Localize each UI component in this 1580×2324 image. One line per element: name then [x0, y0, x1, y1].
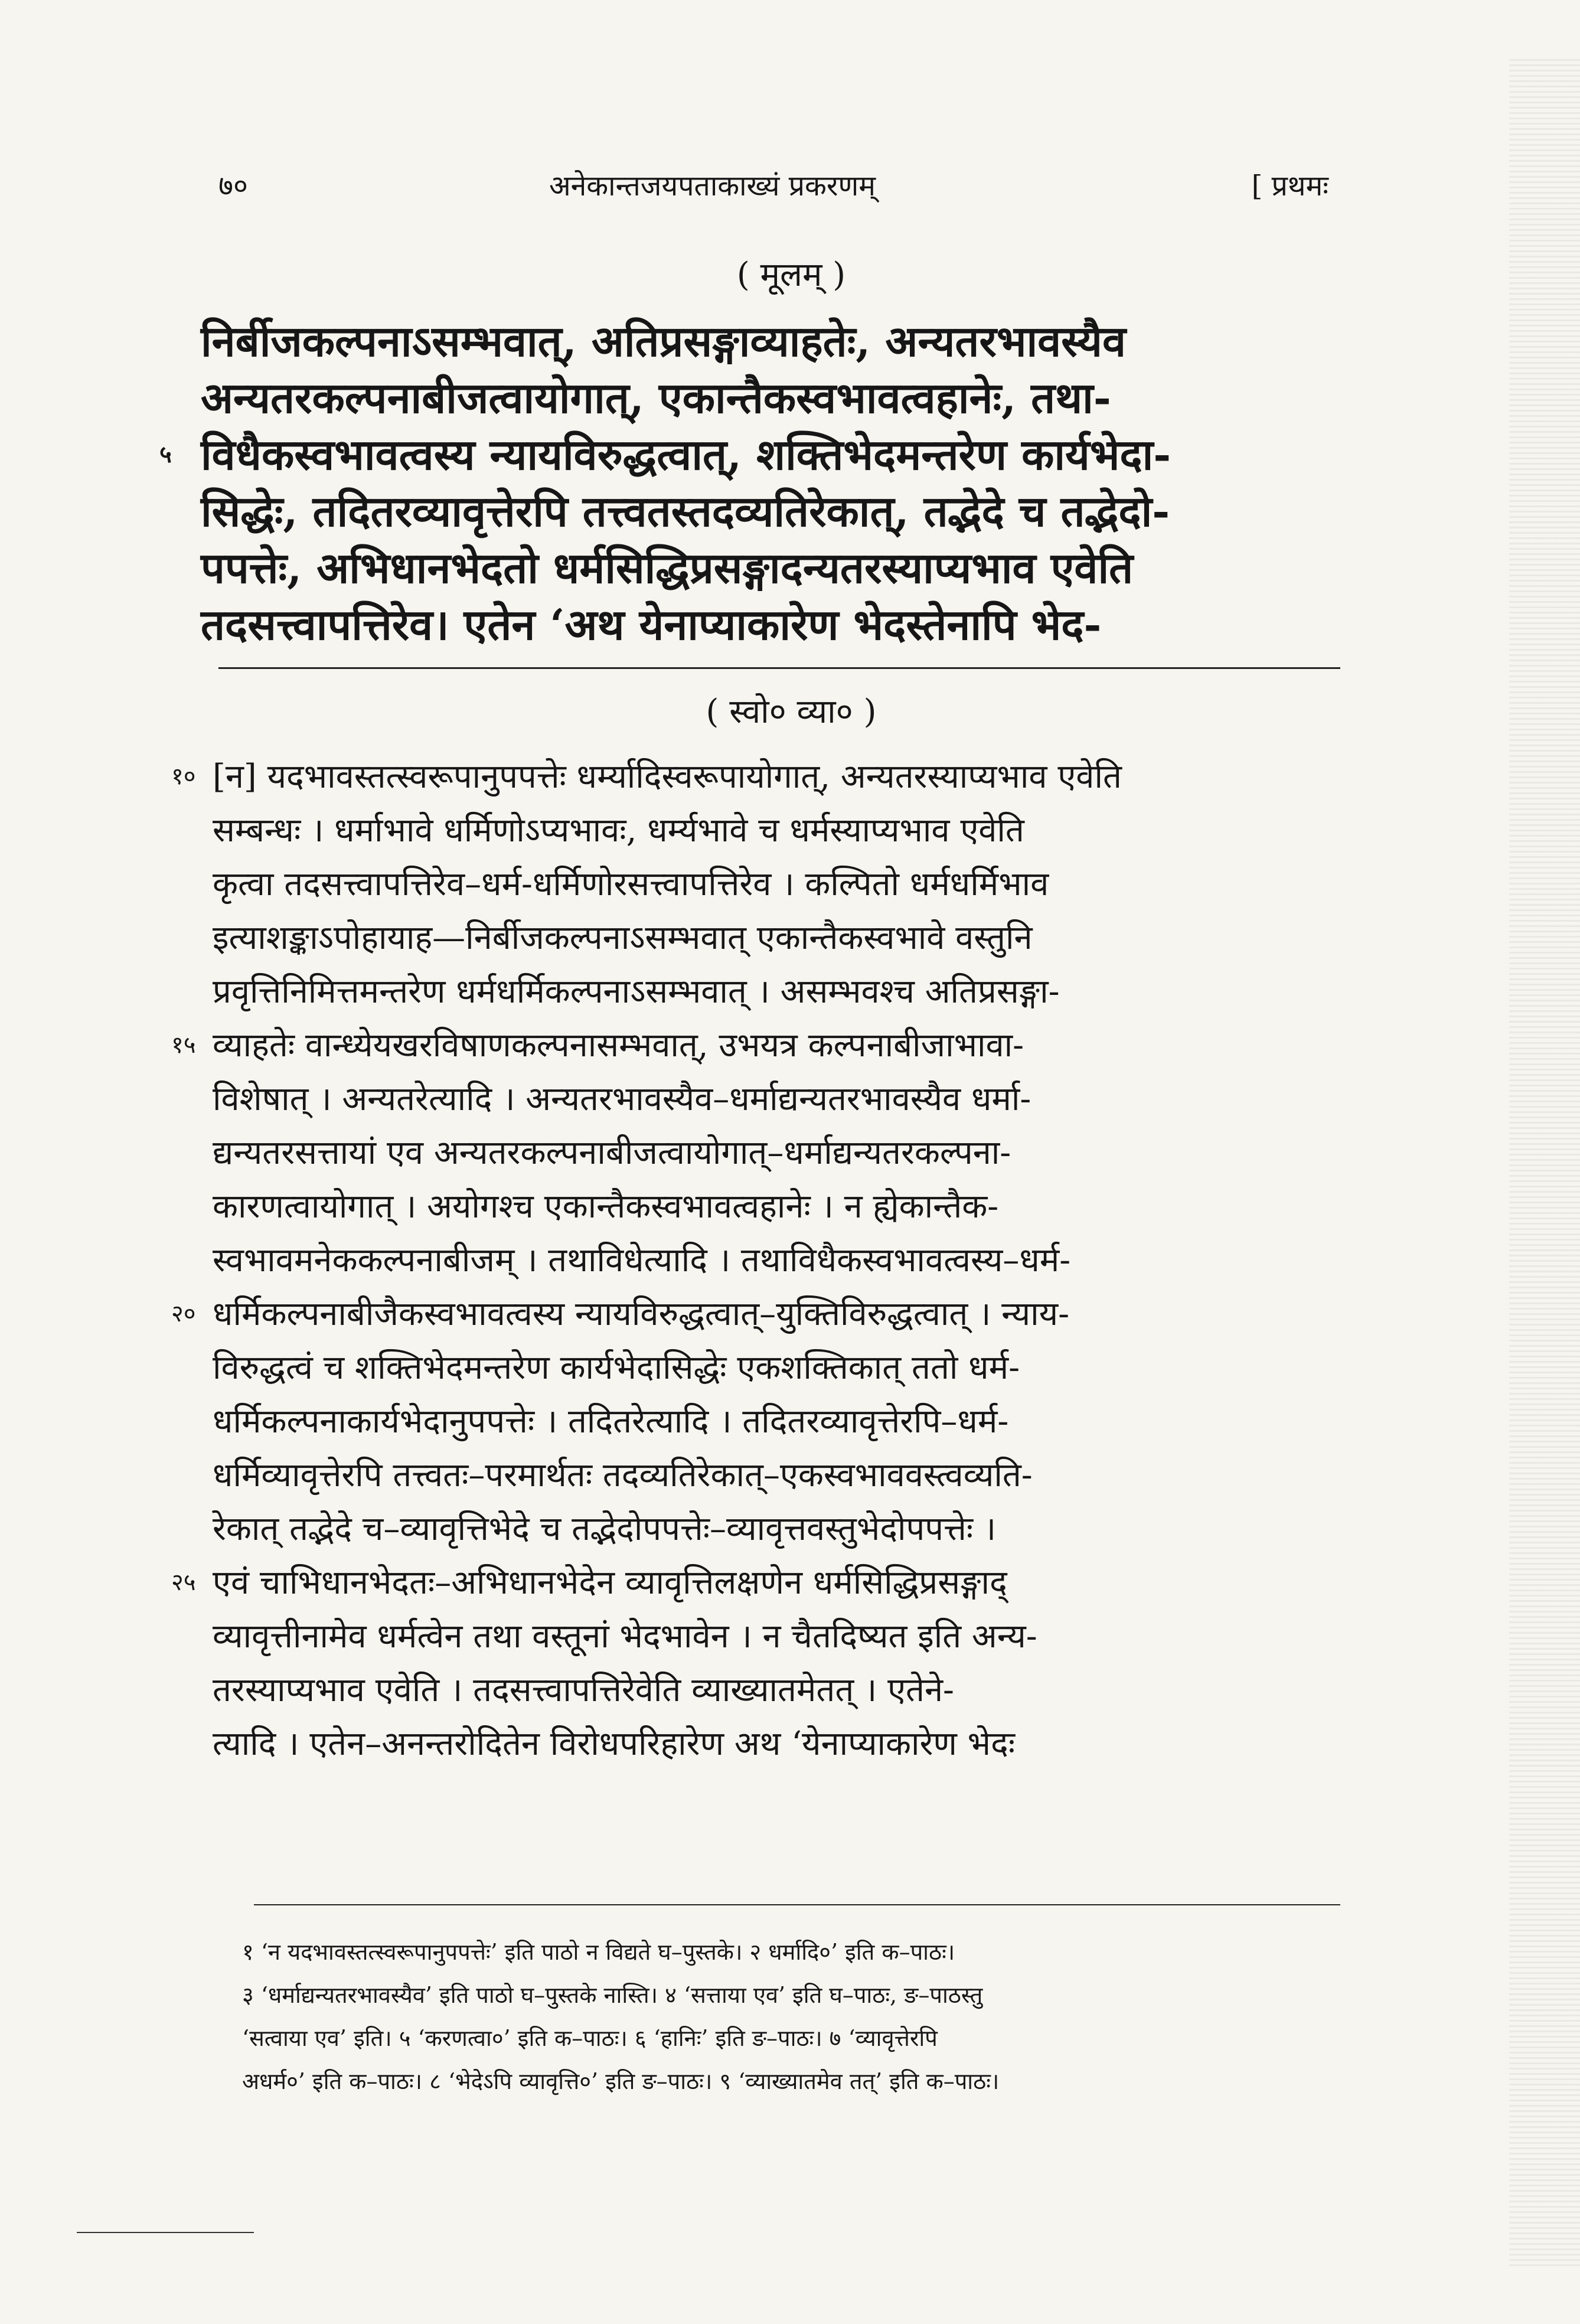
- vyakhya-line-text: कारणत्वायोगात् । अयोगश्च एकान्तैकस्वभावत्वहानेः । न ह्येकान्तैक-: [213, 1187, 999, 1226]
- line-number: १५: [171, 1032, 196, 1059]
- mula-line: [201, 313, 1399, 370]
- line-number: ५: [159, 440, 172, 468]
- margin-mark: [77, 2232, 254, 2233]
- vyakhya-line: [171, 1556, 1334, 1610]
- vyakhya-line: [213, 804, 1334, 857]
- vyakhya-line-text: सम्बन्धः । धर्माभावे धर्मिणोऽप्यभावः, धर्म्यभावे च धर्मस्याप्यभाव एवेति: [213, 811, 1024, 850]
- mula-line-text: तदसत्त्वापत्तिरेव। एतेन ‘अथ येनाप्याकारेण भेदस्तेनापि भेद-: [201, 599, 1102, 649]
- running-title: अनेकान्तजयपताकाख्यं प्रकरणम्: [549, 169, 876, 203]
- vyakhya-text: [171, 750, 1334, 1771]
- mula-heading: ( मूलम् ): [736, 256, 846, 294]
- vyakhya-line-text: इत्याशङ्काऽपोहायाह—निर्बीजकल्पनाऽसम्भवात् एकान्तैकस्वभावे वस्तुनि: [213, 919, 1033, 957]
- vyakhya-line: [171, 1287, 1334, 1341]
- vyakhya-line-text: व्याहतेः वान्ध्येयखरविषाणकल्पनासम्भवात्, उभयत्र कल्पनाबीजाभावा-: [213, 1026, 1024, 1065]
- vyakhya-line: [213, 1717, 1334, 1771]
- vyakhya-line-text: प्रवृत्तिनिमित्तमन्तरेण धर्मधर्मिकल्पनाऽसम्भवात् । असम्भवश्च अतिप्रसङ्गा-: [213, 972, 1060, 1011]
- line-number: २०: [171, 1300, 196, 1327]
- mula-line-text: पपत्तेः, अभिधानभेदतो धर्मसिद्धिप्रसङ्गादन्यतरस्याप्यभाव एवेति: [201, 543, 1134, 593]
- footnote-line: अधर्म०’ इति क–पाठः। ८ ‘भेदेऽपि व्यावृत्ति०’ इति ङ–पाठः। ९ ‘व्याख्यातमेव तत्’ इति क–पाठः।: [242, 2068, 1000, 2094]
- vyakhya-line: [213, 1233, 1334, 1287]
- vyakhya-line: [213, 1072, 1334, 1126]
- running-header: [218, 159, 1340, 213]
- vyakhya-line-text: कृत्वा तदसत्त्वापत्तिरेव–धर्म-धर्मिणोरसत्त्वापत्तिरेव । कल्पितो धर्मधर्मिभाव: [213, 865, 1049, 903]
- vyakhya-line: [213, 911, 1334, 965]
- footnotes: [242, 1931, 1340, 2103]
- chapter-marker: [ प्रथमः: [1251, 169, 1328, 203]
- footnote-line: १ ‘न यदभावस्तत्स्वरूपानुपपत्तेः’ इति पाठो न विद्यते घ–पुस्तके। २ धर्मादि०’ इति क–पाठः।: [242, 1939, 955, 1965]
- mula-line: [201, 483, 1399, 540]
- vyakhya-line: [213, 1448, 1334, 1502]
- vyakhya-line-text: धर्मिव्यावृत्तेरपि तत्त्वतः–परमार्थतः तदव्यतिरेकात्–एकस्वभाववस्त्वव्यति-: [213, 1456, 1033, 1494]
- vyakhya-line-text: रेकात् तद्भेदे च–व्यावृत्तिभेदे च तद्भेदोपपत्तेः–व्यावृत्तवस्तुभेदोपपत्तेः ।: [213, 1510, 997, 1548]
- vyakhya-line-text: धर्मिकल्पनाबीजैकस्वभावत्वस्य न्यायविरुद्धत्वात्–युक्तिविरुद्धत्वात् । न्याय-: [213, 1295, 1070, 1333]
- line-number: १०: [171, 763, 196, 790]
- vyakhya-line: [171, 1019, 1334, 1072]
- vyakhya-line: [171, 750, 1334, 804]
- vyakhya-line: [213, 1502, 1334, 1556]
- mula-line: [201, 540, 1399, 596]
- vyakhya-line-text: व्यावृत्तीनामेव धर्मत्वेन तथा वस्तूनां भेदभावेन । न चैतदिष्यत इति अन्य-: [213, 1617, 1037, 1656]
- vyakhya-line-text: धर्मिकल्पनाकार्यभेदानुपपत्तेः । तदितरेत्यादि । तदितरव्यावृत्तेरपि–धर्म-: [213, 1402, 1009, 1441]
- vyakhya-line-text: स्वभावमनेककल्पनाबीजम् । तथाविधेत्यादि । तथाविधैकस्वभावत्वस्य–धर्म-: [213, 1241, 1071, 1279]
- page-number: ७०: [218, 169, 248, 203]
- vyakhya-line-text: द्यन्यतरसत्तायां एव अन्यतरकल्पनाबीजत्वायोगात्–धर्माद्यन्यतरकल्पना-: [213, 1134, 1011, 1172]
- vyakhya-line-text: [न] यदभावस्तत्स्वरूपानुपपत्तेः धर्म्यादिस्वरूपायोगात्, अन्यतरस्याप्यभाव एवेति: [213, 758, 1122, 796]
- footnote-line: ‘सत्वाया एव’ इति। ५ ‘करणत्वा०’ इति क–पाठः। ६ ‘हानिः’ इति ङ–पाठः। ७ ‘व्यावृत्तेरपि: [242, 2025, 938, 2051]
- vyakhya-line-text: एवं चाभिधानभेदतः–अभिधानभेदेन व्यावृत्तिलक्षणेन धर्मसिद्धिप्रसङ्गाद्: [213, 1564, 1007, 1602]
- footnote-line: ३ ‘धर्माद्यन्यतरभावस्यैव’ इति पाठो घ–पुस्तके नास्ति। ४ ‘सत्ताया एव’ इति घ–पाठः, ङ–पाठस्तु: [242, 1982, 983, 2008]
- mula-text: [159, 313, 1399, 653]
- line-number: २५: [171, 1569, 196, 1596]
- scan-edge-shadow: [1509, 59, 1580, 2267]
- footnote-divider: [254, 1904, 1340, 1905]
- mula-line-text: अन्यतरकल्पनाबीजत्वायोगात्, एकान्तैकस्वभावत्वहानेः, तथा-: [201, 373, 1111, 423]
- vyakhya-heading: ( स्वो० व्या० ): [706, 693, 877, 731]
- mula-line: [201, 370, 1399, 426]
- vyakhya-line: [213, 1126, 1334, 1180]
- mula-line-text: निर्बीजकल्पनाऽसम्भवात्, अतिप्रसङ्गाव्याहतेः, अन्यतरभावस्यैव: [201, 316, 1126, 366]
- vyakhya-line-text: त्यादि । एतेन–अनन्तरोदितेन विरोधपरिहारेण अथ ‘येनाप्याकारेण भेदः: [213, 1725, 1016, 1763]
- vyakhya-line: [213, 1663, 1334, 1717]
- vyakhya-line-text: विरुद्धत्वं च शक्तिभेदमन्तरेण कार्यभेदासिद्धेः एकशक्तिकात् ततो धर्म-: [213, 1349, 1020, 1387]
- vyakhya-line-text: तरस्याप्यभाव एवेति । तदसत्त्वापत्तिरेवेति व्याख्यातमेतत् । एतेने-: [213, 1671, 954, 1709]
- vyakhya-line: [213, 1610, 1334, 1663]
- vyakhya-line: [213, 965, 1334, 1019]
- section-divider: [218, 667, 1340, 669]
- vyakhya-line-text: विशेषात् । अन्यतरेत्यादि । अन्यतरभावस्यैव–धर्माद्यन्यतरभावस्यैव धर्मा-: [213, 1080, 1031, 1118]
- vyakhya-line: [213, 1395, 1334, 1448]
- vyakhya-line: [213, 1180, 1334, 1233]
- mula-line: [201, 596, 1399, 653]
- mula-line: [159, 426, 1399, 483]
- mula-line-text: सिद्धेः, तदितरव्यावृत्तेरपि तत्त्वतस्तदव्यतिरेकात्, तद्भेदे च तद्भेदो-: [201, 486, 1170, 536]
- vyakhya-line: [213, 1341, 1334, 1395]
- vyakhya-line: [213, 857, 1334, 911]
- mula-line-text: विधैकस्वभावत्वस्य न्यायविरुद्धत्वात्, शक्तिभेदमन्तरेण कार्यभेदा-: [201, 429, 1171, 479]
